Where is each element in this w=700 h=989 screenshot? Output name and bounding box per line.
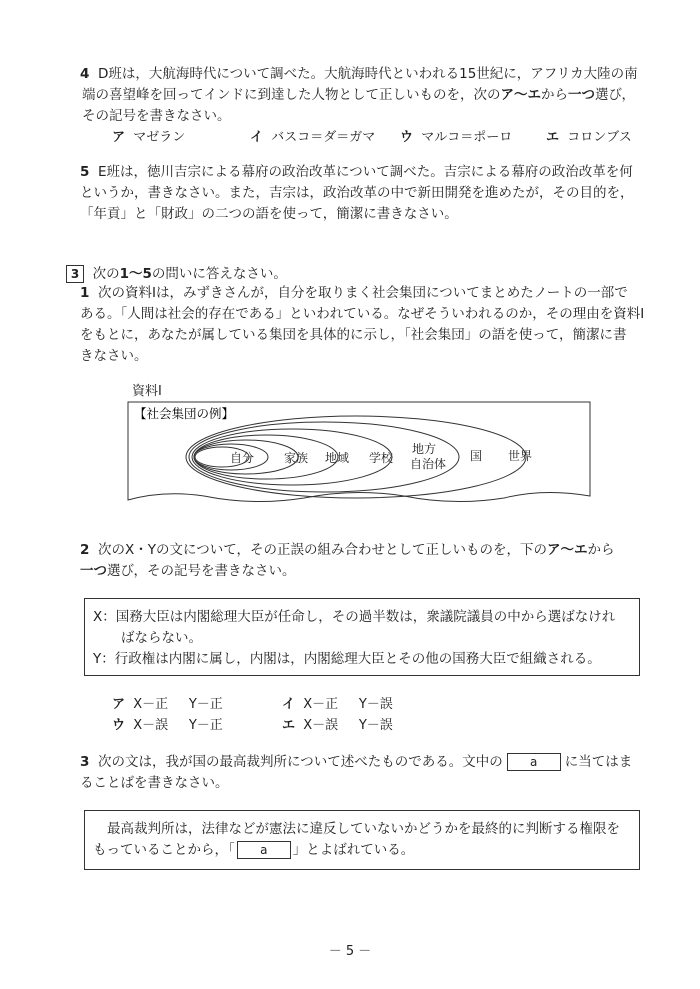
blank-a: a	[507, 753, 561, 771]
statement-box	[84, 810, 640, 870]
section-text: 次の	[92, 266, 120, 282]
choice-text: マルコ＝ポーロ	[421, 130, 513, 145]
answer-choices	[112, 694, 393, 736]
choice-text: バスコ＝ダ＝ガマ	[271, 130, 376, 145]
question-text: に当てはま	[564, 754, 633, 770]
label-school: 学校	[369, 451, 394, 465]
page-number: － 5 －	[328, 944, 372, 959]
statement-text: 最高裁判所は，法律などが憲法に違反していないかどうかを最終的に判断する権限を	[107, 821, 620, 837]
question-3-2	[80, 540, 670, 582]
question-text: E班は，徳川吉宗による幕府の政治改革について調べた。吉宗による幕府の政治改革を何	[98, 164, 633, 180]
label-region: 地域	[325, 451, 350, 465]
question-text: 選び，	[595, 87, 635, 103]
question-text: その記号を書きなさい。	[82, 108, 231, 124]
choice-text: コロンブス	[567, 130, 632, 145]
choice-label: ウ	[112, 718, 126, 733]
question-text: ることばを書きなさい。	[80, 775, 229, 791]
choice-x: X－正	[133, 697, 169, 712]
question-number: 2	[80, 542, 90, 558]
question-text: きなさい。	[80, 348, 148, 364]
choice-label: ア	[112, 130, 126, 145]
section-text: 1～5	[119, 266, 152, 282]
question-text: 次の文は，我が国の最高裁判所について述べたものである。文中の	[98, 754, 503, 770]
section-number: 3	[66, 265, 84, 283]
blank-a: a	[237, 841, 291, 859]
choice-text: マゼラン	[133, 130, 186, 145]
question-text: 次のX・Yの文について，その正誤の組み合わせとして正しいものを，下の	[98, 542, 547, 558]
question-text: というか，書きなさい。また，吉宗は，政治改革の中で新田開発を進めたが，その目的を，	[80, 185, 634, 201]
label-local-2: 自治体	[410, 457, 447, 471]
question-number: 5	[80, 164, 90, 180]
question-text: ア～エ	[546, 542, 588, 558]
question-text: から	[541, 87, 568, 103]
question-text: D班は，大航海時代について調べた。大航海時代といわれる15世紀に，アフリカ大陸の南	[98, 66, 638, 82]
answer-choices	[112, 126, 632, 145]
question-3-1	[80, 283, 670, 367]
section-3-heading	[66, 262, 287, 283]
label-country: 国	[470, 449, 483, 463]
statement-y: Y：行政権は内閣に属し，内閣は，内閣総理大臣とその他の国務大臣で組織される。	[93, 651, 601, 667]
question-text: 端の喜望峰を回ってインドに到達した人物として正しいものを，次の	[82, 87, 501, 103]
question-number: 3	[80, 754, 90, 770]
question-4	[80, 64, 670, 127]
question-number: 4	[80, 66, 90, 82]
choice-label: ア	[112, 697, 126, 712]
choice-label: ウ	[400, 130, 414, 145]
question-text: 「年貢」と「財政」の二つの語を使って，簡潔に書きなさい。	[80, 206, 458, 222]
section-text: の問いに答えなさい。	[151, 266, 287, 282]
question-text: 一つ	[80, 563, 107, 579]
question-text: をもとに，あなたが属している集団を具体的に示し，「社会集団」の語を使って，簡潔に書	[80, 327, 627, 343]
choice-label: エ	[546, 130, 560, 145]
figure-caption: 資料Ⅰ	[132, 384, 162, 399]
choice-y: Y－正	[188, 718, 223, 733]
figure-title: 【社会集団の例】	[134, 406, 235, 421]
statement-x-cont: ばならない。	[121, 630, 202, 646]
choice-x: X－誤	[303, 718, 339, 733]
label-local-1: 地方	[412, 442, 437, 456]
question-text: 選び，その記号を書きなさい。	[107, 563, 296, 579]
question-text: ある。「人間は社会的存在である」といわれている。なぜそういわれるのか，その理由を資料Ⅰ	[80, 306, 645, 322]
question-text: ア～エ	[500, 87, 541, 103]
statement-text: もっていることから，「	[93, 842, 235, 858]
question-text: 一つ	[568, 87, 595, 103]
choice-label: イ	[282, 697, 296, 712]
choice-x: X－誤	[133, 718, 169, 733]
question-number: 1	[80, 285, 90, 301]
choice-label: エ	[282, 718, 296, 733]
choice-y: Y－正	[188, 697, 223, 712]
question-3-3	[80, 752, 680, 794]
statement-x: X：国務大臣は内閣総理大臣が任命し，その過半数は，衆議院議員の中から選ばなけれ	[93, 609, 616, 625]
question-text: から	[587, 542, 615, 558]
choice-x: X－正	[303, 697, 339, 712]
label-family: 家族	[284, 451, 309, 465]
choice-label: イ	[250, 130, 264, 145]
social-group-diagram	[124, 396, 594, 508]
statement-text: 」とよばれている。	[292, 842, 415, 858]
choice-y: Y－誤	[358, 697, 393, 712]
question-5	[80, 162, 670, 225]
label-self: 自分	[230, 451, 255, 465]
question-text: 次の資料Ⅰは，みずきさんが，自分を取りまく社会集団についてまとめたノートの一部で	[98, 285, 628, 301]
label-world: 世界	[508, 449, 533, 463]
statement-box	[84, 598, 640, 676]
choice-y: Y－誤	[358, 718, 393, 733]
